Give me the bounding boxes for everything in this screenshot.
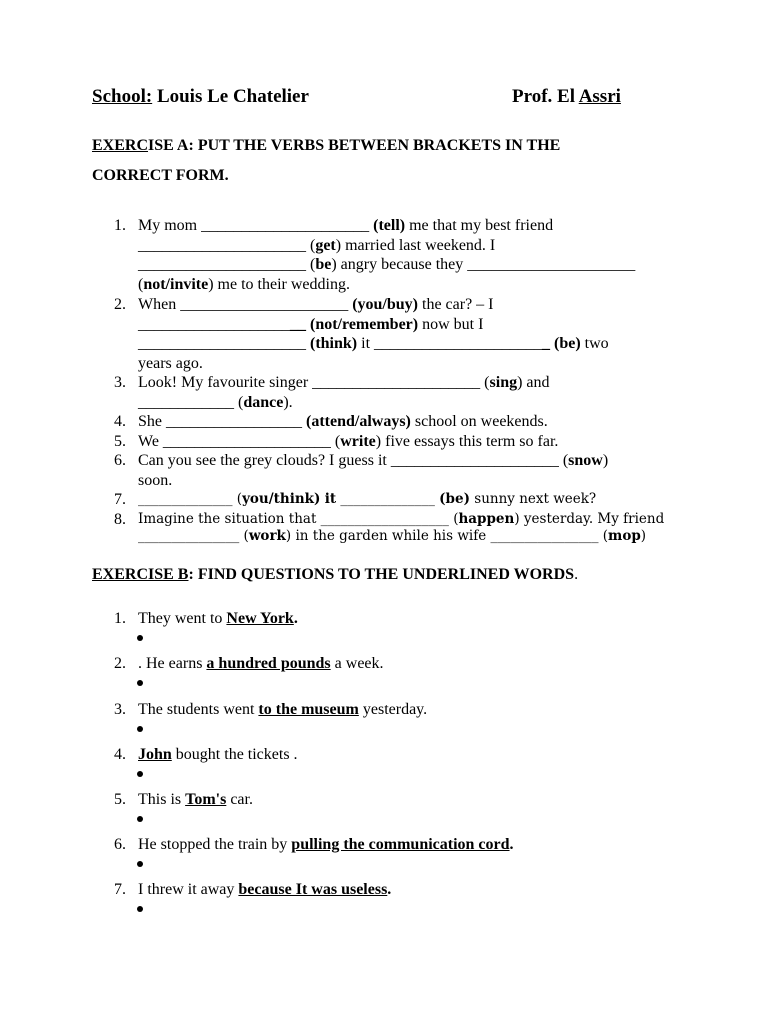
text-run: sunny next week? <box>469 491 597 507</box>
item-line <box>138 275 683 295</box>
text-run: The students went <box>138 701 259 718</box>
item-line <box>138 354 683 374</box>
answer-bullet <box>137 906 143 912</box>
text-run: Can you see the grey clouds? I guess it _____________________ ( <box>138 452 569 469</box>
item-line <box>138 471 683 491</box>
text-run: to the museum <box>258 701 359 718</box>
text-run: not/invite <box>143 275 209 293</box>
text-run: Look! My favourite singer _____________________ ( <box>138 374 490 391</box>
exercise-b-title-period: . <box>574 566 579 583</box>
exercise-b-title-rest: : FIND QUESTIONS TO THE UNDERLINED WORDS <box>188 566 575 583</box>
item-number: 6. <box>114 836 126 853</box>
exercise-a-title-rest: ISE A: PUT THE VERBS BETWEEN BRACKETS IN THE <box>148 137 561 154</box>
text-run: (be) <box>439 491 470 507</box>
text-run: car. <box>226 791 253 808</box>
item-text <box>138 412 683 432</box>
item-line <box>138 255 683 275</box>
text-run: sing <box>489 374 518 391</box>
text-run: This is <box>138 791 186 808</box>
text-run: _____________________ <box>138 335 310 352</box>
text-run: get <box>315 236 336 254</box>
item-number: 1. <box>114 217 126 234</box>
item-text <box>138 432 683 452</box>
exercise-a-title-line2: CORRECT FORM. <box>92 167 229 184</box>
item-line <box>138 491 683 508</box>
exercise-b-title-underlined: EXERCISE B <box>92 566 189 583</box>
text-run: ______________ <box>336 491 440 507</box>
text-run: ______________ ( <box>138 491 243 507</box>
text-run: yesterday. <box>358 701 428 718</box>
text-run: John <box>138 746 172 763</box>
text-run: ) in the garden while his wife ________________ ( <box>285 528 609 544</box>
item-line <box>138 315 683 335</box>
text-run: ) and <box>517 374 550 391</box>
item-text <box>138 835 683 855</box>
text-run: ____________ ( <box>138 393 244 411</box>
school-name: Louis Le Chatelier <box>152 86 309 107</box>
exercise-b-title <box>92 566 578 584</box>
item-text <box>138 373 683 412</box>
school-heading <box>92 86 309 108</box>
text-run: a hundred pounds <box>206 655 331 672</box>
text-run: New York <box>226 610 294 627</box>
text-run: pulling the communication cord <box>291 836 510 853</box>
item-text <box>138 295 683 373</box>
text-run: _______________ ( <box>138 528 249 544</box>
text-run: years ago. <box>138 354 203 372</box>
item-number: 8. <box>114 511 126 528</box>
text-run: (you/buy) <box>352 296 418 313</box>
item-line <box>138 373 683 393</box>
item-text <box>138 700 683 720</box>
text-run: mop <box>608 528 641 544</box>
text-run: ) married last weekend. I <box>335 236 496 254</box>
text-run: ___________________ <box>138 315 290 333</box>
text-run: __ (not/remember) <box>290 315 419 333</box>
text-run: snow <box>568 452 603 469</box>
item-number: 5. <box>114 791 126 808</box>
text-run: We _____________________ ( <box>138 433 341 450</box>
text-run: ) me to their wedding. <box>208 275 350 293</box>
text-run: it _____________________ <box>357 335 543 352</box>
text-run: because It was useless <box>238 881 388 898</box>
item-number: 3. <box>114 374 126 391</box>
item-line <box>138 451 683 471</box>
item-line <box>138 393 683 413</box>
text-run: _____________________ ( <box>138 236 316 254</box>
text-run: happen <box>458 511 515 527</box>
exercise-a-title-underlined: EXERC <box>92 137 149 154</box>
text-run: ) angry because they _____________________ <box>331 256 636 273</box>
text-run: a week. <box>330 655 384 672</box>
text-run: the car? – I <box>418 296 494 313</box>
text-run: My mom _____________________ <box>138 217 374 234</box>
text-run: I threw it away <box>138 881 239 898</box>
item-number: 6. <box>114 452 126 469</box>
item-number: 2. <box>114 655 126 672</box>
item-line <box>138 412 683 432</box>
text-run: She _________________ <box>138 413 306 430</box>
item-number: 4. <box>114 413 126 430</box>
item-text <box>138 880 683 900</box>
text-run: . He earns <box>138 655 207 672</box>
item-line <box>138 295 683 315</box>
item-text <box>138 491 683 508</box>
text-run: He stopped the train by <box>138 836 292 853</box>
text-run: ). <box>283 393 293 411</box>
text-run: bought the tickets . <box>171 746 298 763</box>
teacher-heading <box>512 86 621 108</box>
text-run: two <box>580 335 609 352</box>
text-run: . <box>293 610 298 627</box>
item-text <box>138 511 683 545</box>
text-run: ) <box>602 452 609 469</box>
item-number: 3. <box>114 701 126 718</box>
text-run: . <box>509 836 514 853</box>
item-line <box>138 216 683 236</box>
text-run: ( <box>138 275 144 293</box>
text-run: now but I <box>418 315 484 333</box>
text-run: ) five essays this term so far. <box>375 433 559 450</box>
school-label: School: <box>92 86 153 107</box>
text-run: work <box>248 528 286 544</box>
text-run: school on weekends. <box>410 413 548 430</box>
text-run: (attend/always) <box>306 413 411 430</box>
item-text <box>138 654 683 674</box>
text-run: you/think) <box>242 491 321 507</box>
answer-bullet <box>137 771 143 777</box>
text-run: dance <box>243 393 284 411</box>
item-number: 4. <box>114 746 126 763</box>
item-text <box>138 790 683 810</box>
answer-bullet <box>137 861 143 867</box>
item-number: 7. <box>114 491 126 508</box>
item-line <box>138 236 683 256</box>
text-run: ) yesterday. My friend <box>514 511 665 527</box>
text-run: When _____________________ <box>138 296 353 313</box>
exercise-a-title <box>92 137 560 155</box>
item-text <box>138 451 683 490</box>
text-run: be <box>315 256 332 273</box>
answer-bullet <box>137 680 143 686</box>
answer-bullet <box>137 816 143 822</box>
prof-prefix: Prof. El <box>512 86 579 107</box>
answer-bullet <box>137 635 143 641</box>
text-run: Tom's <box>185 791 227 808</box>
item-line <box>138 432 683 452</box>
text-run: (tell) <box>373 217 406 234</box>
text-run: They went to <box>138 610 227 627</box>
item-number: 1. <box>114 610 126 627</box>
text-run: ) <box>640 528 647 544</box>
text-run: _____________________ ( <box>138 256 316 273</box>
prof-name: Assri <box>578 86 621 107</box>
text-run: . <box>387 881 392 898</box>
item-text <box>138 216 683 294</box>
item-number: 2. <box>114 296 126 313</box>
text-run: me that my best friend <box>405 217 554 234</box>
item-text <box>138 609 683 629</box>
item-line <box>138 511 683 528</box>
text-run: write <box>340 433 376 450</box>
answer-bullet <box>137 726 143 732</box>
text-run: soon. <box>138 471 173 489</box>
text-run: Imagine the situation that ___________________ ( <box>138 511 459 527</box>
item-text <box>138 745 683 765</box>
item-line <box>138 334 683 354</box>
text-run: it <box>324 491 337 507</box>
item-line <box>138 528 683 545</box>
text-run: _ (be) <box>542 335 581 352</box>
item-number: 7. <box>114 881 126 898</box>
item-number: 5. <box>114 433 126 450</box>
text-run: (think) <box>310 335 358 352</box>
